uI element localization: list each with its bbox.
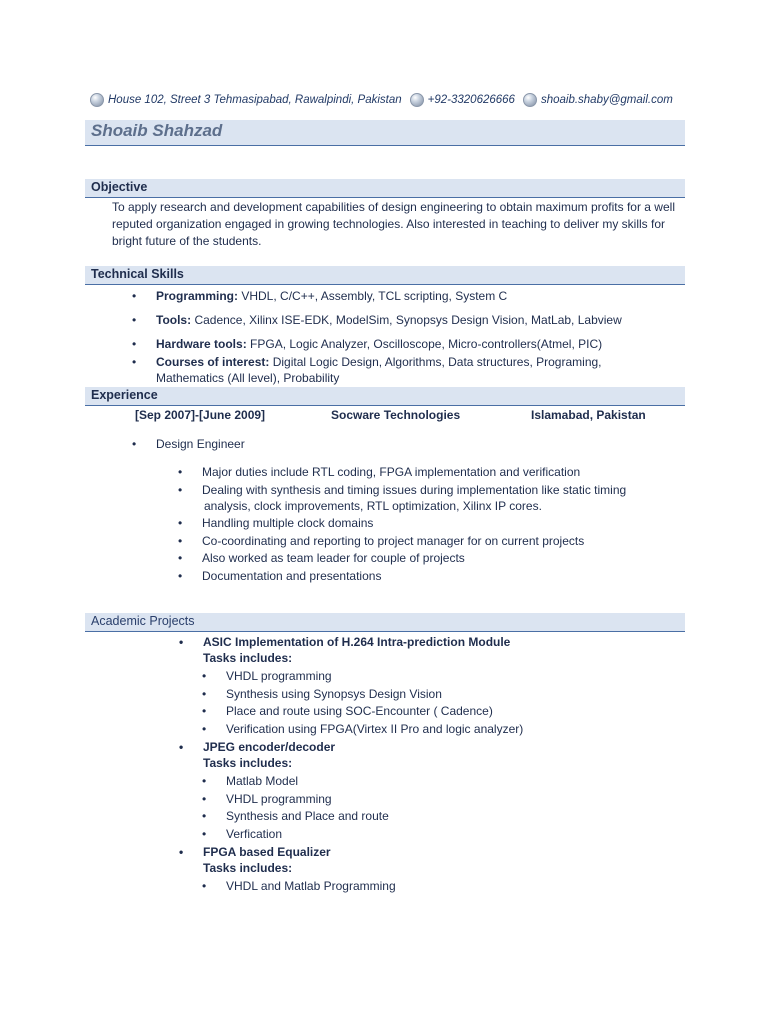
task-item: • Matlab Model	[226, 773, 298, 789]
objective-heading: Objective	[91, 180, 148, 194]
tasks-label: Tasks includes:	[203, 861, 293, 875]
duty-item: • Also worked as team leader for couple of projects	[202, 550, 465, 566]
contact-email: shoaib.shaby@gmail.com	[540, 94, 673, 106]
task-item: • Verfication	[226, 826, 282, 842]
project-title: • JPEG encoder/decoder	[203, 739, 335, 755]
name-header	[85, 120, 685, 146]
task-item: • VHDL programming	[226, 668, 332, 684]
skill-value: Cadence, Xilinx ISE-EDK, ModelSim, Synopsys Design Vision, MatLab, Labview	[191, 313, 622, 327]
skill-label: Courses of interest:	[156, 355, 270, 369]
skill-value: VHDL, C/C++, Assembly, TCL scripting, System C	[238, 289, 508, 303]
task-item: • Verification using FPGA(Virtex II Pro and logic analyzer)	[226, 721, 523, 737]
experience-heading: Experience	[91, 388, 158, 402]
skill-item	[156, 354, 602, 370]
skills-heading: Technical Skills	[91, 267, 184, 281]
duty-item: • Co-coordinating and reporting to project manager for on current projects	[202, 533, 584, 549]
task-item: • VHDL programming	[226, 791, 332, 807]
projects-heading: Academic Projects	[91, 614, 195, 628]
phone-bullet-icon	[410, 93, 424, 107]
task-item: • Synthesis using Synopsys Design Vision	[226, 686, 442, 702]
skill-item	[156, 312, 622, 328]
skill-value: FPGA, Logic Analyzer, Oscilloscope, Micro-controllers(Atmel, PIC)	[246, 337, 603, 351]
task-item: • Synthesis and Place and route	[226, 808, 389, 824]
candidate-name: Shoaib Shahzad	[91, 121, 223, 140]
objective-text: To apply research and development capabilities of design engineering to obtain maximum profits for a well reputed organization engaged in growing technologies. Also interested in teaching to deliver my skills for bright future of the students.	[112, 200, 675, 248]
project-title: • ASIC Implementation of H.264 Intra-prediction Module	[203, 634, 510, 650]
skill-value: Digital Logic Design, Algorithms, Data structures, Programing,	[269, 355, 602, 369]
duty-item: • Dealing with synthesis and timing issues during implementation like static timing	[202, 482, 626, 498]
task-item: • VHDL and Matlab Programming	[226, 878, 396, 894]
experience-company: Socware Technologies	[331, 408, 461, 422]
address-bullet-icon	[90, 93, 104, 107]
duty-item: • Handling multiple clock domains	[202, 515, 373, 531]
experience-period: [Sep 2007]-[June 2009]	[135, 408, 266, 422]
tasks-label: Tasks includes:	[203, 756, 293, 770]
duty-item: • Major duties include RTL coding, FPGA implementation and verification	[202, 464, 580, 480]
skill-item	[156, 288, 507, 304]
objective-heading-bar	[85, 179, 685, 198]
skill-label: Tools:	[156, 313, 192, 327]
contact-address: House 102, Street 3 Tehmasipabad, Rawalpindi, Pakistan	[108, 94, 402, 106]
skill-value-cont: Mathematics (All level), Probability	[156, 371, 340, 385]
projects-heading-bar	[85, 613, 685, 632]
skills-heading-bar	[85, 266, 685, 285]
skill-label: Programming:	[156, 289, 239, 303]
experience-location: Islamabad, Pakistan	[531, 408, 646, 422]
experience-role: • Design Engineer	[156, 436, 245, 452]
task-item: • Place and route using SOC-Encounter ( Cadence)	[226, 703, 493, 719]
skill-label: Hardware tools:	[156, 337, 247, 351]
email-bullet-icon	[523, 93, 537, 107]
skill-item	[156, 336, 602, 352]
tasks-label: Tasks includes:	[203, 651, 293, 665]
duty-item: • Documentation and presentations	[202, 568, 381, 584]
experience-heading-bar	[85, 387, 685, 406]
contact-phone: +92-3320626666	[427, 94, 515, 106]
contact-line	[90, 91, 690, 109]
project-title: • FPGA based Equalizer	[203, 844, 331, 860]
duty-item-cont: analysis, clock improvements, RTL optimization, Xilinx IP cores.	[204, 499, 542, 513]
